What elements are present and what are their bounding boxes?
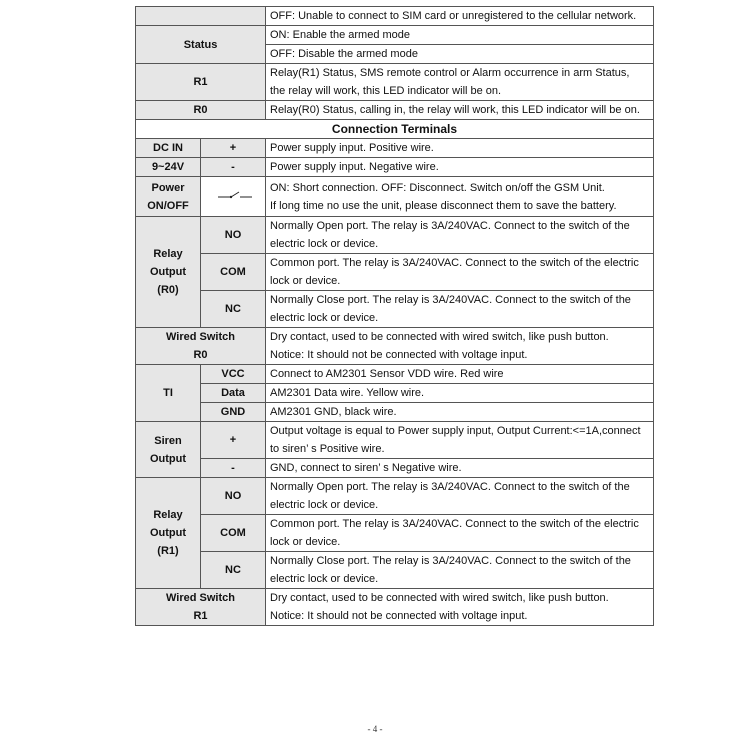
r0-com-label xyxy=(201,254,266,291)
relay-r0-label xyxy=(136,217,201,328)
status-off-desc xyxy=(266,45,654,64)
desc-text: GND, connect to siren’ s Negative wire. xyxy=(270,462,462,474)
page-number: - 4 - xyxy=(367,724,383,734)
label-text: (R1) xyxy=(157,545,179,557)
dcin-minus-desc xyxy=(266,158,654,177)
label-text: R1 xyxy=(193,610,208,622)
label-text: R0 xyxy=(193,104,208,116)
label-text: + xyxy=(229,434,237,446)
status-on-desc xyxy=(266,26,654,45)
desc-text: Relay(R1) Status, SMS remote control or Alarm occurrence in arm Status, xyxy=(270,67,630,79)
desc-text: the relay will work, this LED indicator will be on. xyxy=(270,85,502,97)
vcc-desc xyxy=(266,365,654,384)
gnd-desc xyxy=(266,403,654,422)
label-text: - xyxy=(231,462,235,474)
table-row xyxy=(136,589,654,626)
table-row xyxy=(136,422,654,459)
dcin-label xyxy=(136,139,201,158)
dcin-minus xyxy=(201,158,266,177)
r1-nc-desc xyxy=(266,552,654,589)
terminal-spec-table xyxy=(135,6,654,626)
ti-label xyxy=(136,365,201,422)
wired-r0-desc xyxy=(266,328,654,365)
r1-com-label xyxy=(201,515,266,552)
table-row xyxy=(136,254,654,291)
label-text: Output xyxy=(149,266,187,278)
desc-text: Dry contact, used to be connected with wired switch, like push button. xyxy=(270,331,609,343)
label-text: NC xyxy=(225,564,241,576)
label-text: NO xyxy=(224,229,242,241)
desc-text: electric lock or device. xyxy=(270,238,379,250)
sim-label-cell xyxy=(136,7,266,26)
table-row xyxy=(136,64,654,101)
desc-text: AM2301 GND, black wire. xyxy=(270,406,397,418)
label-text: NO xyxy=(224,490,242,502)
desc-text: Output voltage is equal to Power supply input, Output Current:<=1A,connect xyxy=(270,425,641,437)
label-text: ON/OFF xyxy=(147,199,189,212)
table-row xyxy=(136,120,654,139)
desc-text: AM2301 Data wire. Yellow wire. xyxy=(270,387,425,399)
desc-text: Notice: It should not be connected with voltage input. xyxy=(270,349,528,361)
desc-text: Common port. The relay is 3A/240VAC. Connect to the switch of the electric xyxy=(270,518,639,530)
label-text: Output xyxy=(149,527,187,539)
table-row xyxy=(136,291,654,328)
table-row xyxy=(136,384,654,403)
r1-desc xyxy=(266,64,654,101)
desc-text: Dry contact, used to be connected with wired switch, like push button. xyxy=(270,592,609,604)
label-text: TI xyxy=(163,387,173,399)
r0-label xyxy=(136,101,266,120)
desc-text: OFF: Unable to connect to SIM card or unregistered to the cellular network. xyxy=(270,10,637,22)
table-row xyxy=(136,177,654,217)
power-label xyxy=(136,177,201,217)
table-row xyxy=(136,101,654,120)
label-text: Wired Switch xyxy=(166,331,235,343)
label-text: COM xyxy=(220,527,246,539)
sim-off-desc xyxy=(266,7,654,26)
label-text: + xyxy=(229,142,237,154)
r0-desc xyxy=(266,101,654,120)
label-text: (R0) xyxy=(157,284,179,296)
r0-no-label xyxy=(201,217,266,254)
desc-text: Normally Close port. The relay is 3A/240VAC. Connect to the switch of the xyxy=(270,294,631,306)
desc-text: electric lock or device. xyxy=(270,499,379,511)
desc-text: Normally Open port. The relay is 3A/240VAC. Connect to the switch of the xyxy=(270,220,630,232)
gnd-label xyxy=(201,403,266,422)
table-row xyxy=(136,217,654,254)
r1-nc-label xyxy=(201,552,266,589)
label-text: R1 xyxy=(193,76,208,88)
data-desc xyxy=(266,384,654,403)
table-row xyxy=(136,158,654,177)
desc-text: Normally Close port. The relay is 3A/240VAC. Connect to the switch of the xyxy=(270,555,631,567)
dcin-voltage xyxy=(136,158,201,177)
power-desc xyxy=(266,177,654,217)
r1-no-label xyxy=(201,478,266,515)
label-text: COM xyxy=(220,266,246,278)
table-row xyxy=(136,552,654,589)
relay-r1-label xyxy=(136,478,201,589)
desc-text: OFF: Disable the armed mode xyxy=(270,48,418,60)
label-text: Status xyxy=(183,38,218,51)
desc-text: Normally Open port. The relay is 3A/240VAC. Connect to the switch of the xyxy=(270,481,630,493)
r0-com-desc xyxy=(266,254,654,291)
r1-no-desc xyxy=(266,478,654,515)
table-row xyxy=(136,478,654,515)
r0-nc-label xyxy=(201,291,266,328)
wired-r1-desc xyxy=(266,589,654,626)
wired-r0-label xyxy=(136,328,266,365)
label-text: VCC xyxy=(221,368,245,380)
table-row xyxy=(136,403,654,422)
switch-symbol-svg xyxy=(218,190,252,200)
table-row xyxy=(136,365,654,384)
r0-nc-desc xyxy=(266,291,654,328)
table-row xyxy=(136,139,654,158)
r1-com-desc xyxy=(266,515,654,552)
desc-text: Relay(R0) Status, calling in, the relay will work, this LED indicator will be on. xyxy=(270,104,640,116)
label-text: Wired Switch xyxy=(166,592,235,604)
label-text: DC IN xyxy=(153,142,183,154)
desc-text: Notice: It should not be connected with voltage input. xyxy=(270,610,528,622)
desc-text: lock or device. xyxy=(270,275,341,287)
siren-plus xyxy=(201,422,266,459)
label-text: Data xyxy=(221,387,245,399)
desc-text: If long time no use the unit, please disconnect them to save the battery. xyxy=(270,199,617,212)
label-text: Output xyxy=(149,452,187,465)
r1-label xyxy=(136,64,266,101)
desc-text: electric lock or device. xyxy=(270,312,379,324)
section-title-text: Connection Terminals xyxy=(331,122,458,136)
siren-plus-desc xyxy=(266,422,654,459)
label-text: NC xyxy=(225,303,241,315)
label-text: GND xyxy=(220,406,246,418)
label-text: Relay xyxy=(153,248,183,260)
table-row xyxy=(136,7,654,26)
r0-no-desc xyxy=(266,217,654,254)
label-text: R0 xyxy=(193,349,208,361)
desc-text: lock or device. xyxy=(270,536,341,548)
label-text: - xyxy=(231,161,235,173)
table-row xyxy=(136,515,654,552)
section-title xyxy=(136,120,654,139)
table-row xyxy=(136,328,654,365)
label-text: Relay xyxy=(153,509,183,521)
table-row xyxy=(136,459,654,478)
desc-text: Common port. The relay is 3A/240VAC. Connect to the switch of the electric xyxy=(270,257,639,269)
table-row xyxy=(136,26,654,45)
status-label xyxy=(136,26,266,64)
siren-minus-desc xyxy=(266,459,654,478)
wired-r1-label xyxy=(136,589,266,626)
dcin-plus xyxy=(201,139,266,158)
siren-label xyxy=(136,422,201,478)
desc-text: Connect to AM2301 Sensor VDD wire. Red wire xyxy=(270,368,504,380)
dcin-plus-desc xyxy=(266,139,654,158)
siren-minus xyxy=(201,459,266,478)
desc-text: Power supply input. Positive wire. xyxy=(270,142,434,154)
desc-text: electric lock or device. xyxy=(270,573,379,585)
power-switch-cell xyxy=(201,177,266,217)
switch-symbol-icon xyxy=(205,190,265,200)
label-text: Siren xyxy=(154,434,182,447)
label-text: 9~24V xyxy=(151,161,185,173)
label-text: Power xyxy=(151,181,185,194)
vcc-label xyxy=(201,365,266,384)
desc-text: to siren’ s Positive wire. xyxy=(270,443,385,455)
desc-text: Power supply input. Negative wire. xyxy=(270,161,439,173)
desc-text: ON: Enable the armed mode xyxy=(270,29,411,41)
data-label xyxy=(201,384,266,403)
desc-text: ON: Short connection. OFF: Disconnect. Switch on/off the GSM Unit. xyxy=(270,181,605,194)
